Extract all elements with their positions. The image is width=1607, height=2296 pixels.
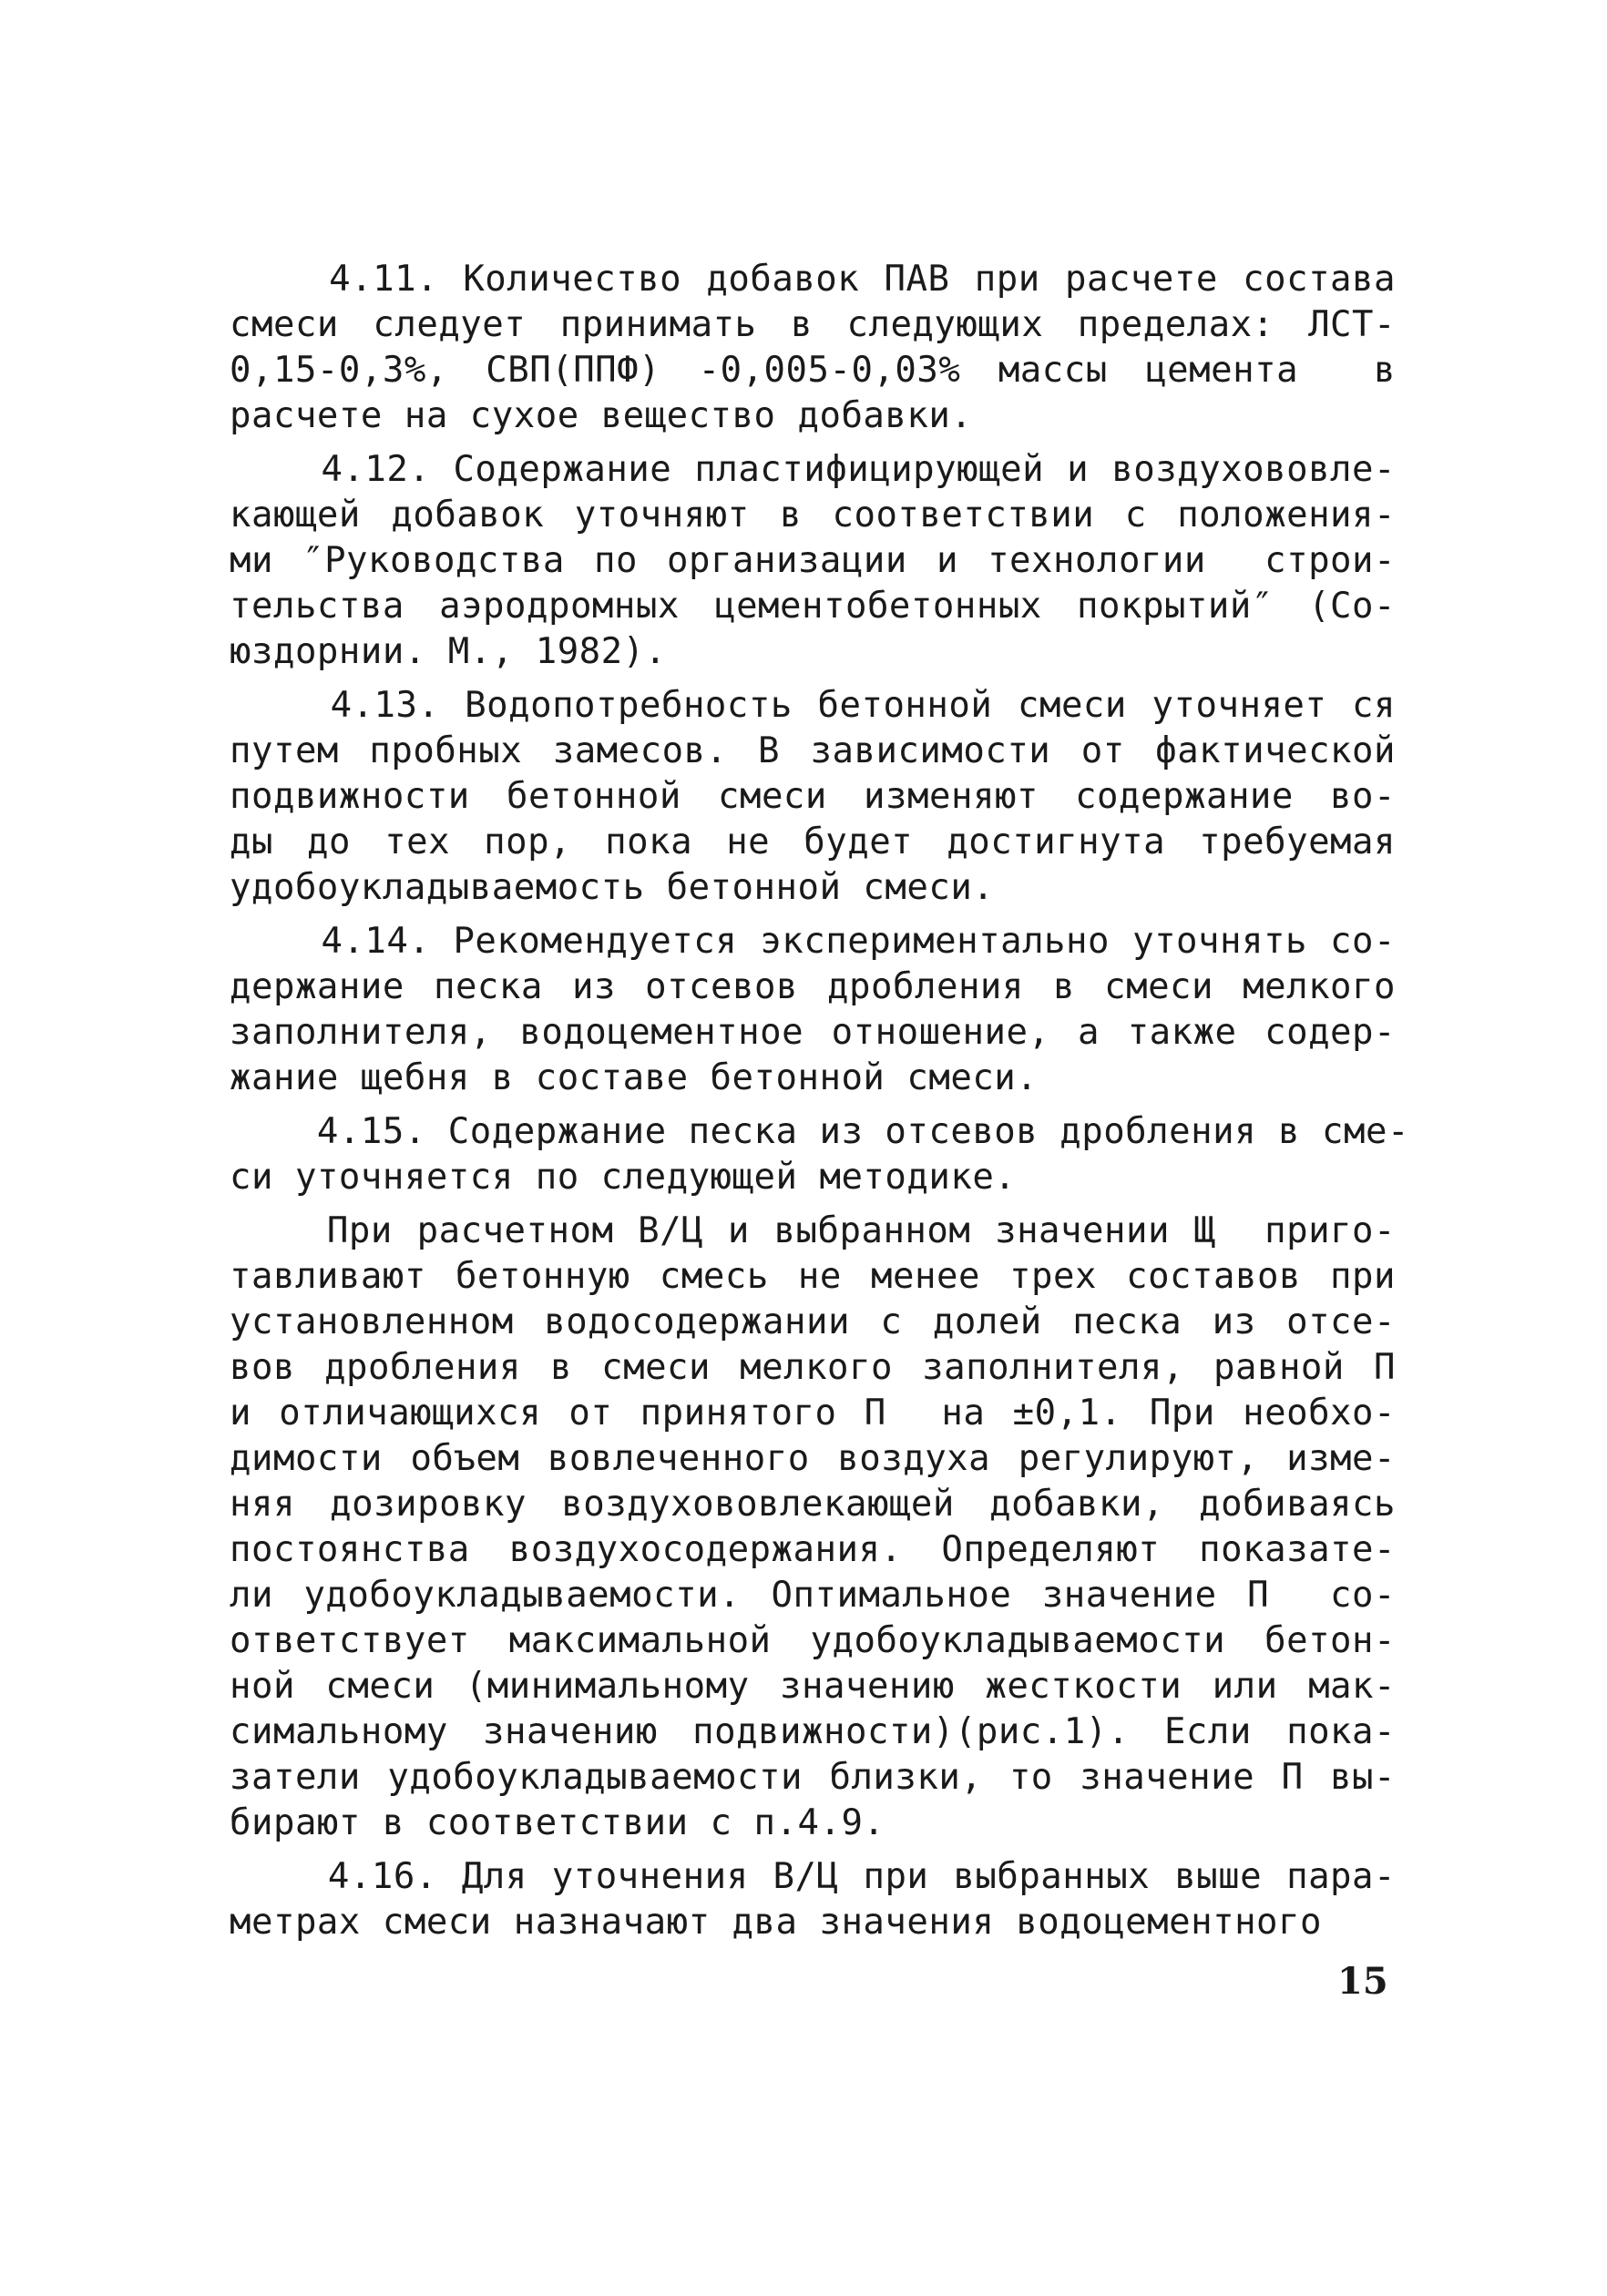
- text-line: си уточняется по следующей методике.: [230, 1157, 1017, 1198]
- text-line: тельства аэродромных цементобетонных покрытий″ (Со-: [230, 586, 1396, 627]
- text-line: метрах смеси назначают два значения водоцементного: [230, 1902, 1322, 1943]
- text-line: 4.12. Содержание пластифицирующей и воздухововле-: [230, 449, 1396, 490]
- text-line: ми ″Руководства по организации и технологии строи-: [230, 540, 1396, 581]
- text-line: вов дробления в смеси мелкого заполнителя, равной П: [230, 1347, 1396, 1388]
- text-line: путем пробных замесов. В зависимости от фактической: [230, 730, 1396, 771]
- text-line: заполнителя, водоцементное отношение, а также содер-: [230, 1012, 1396, 1053]
- paragraph-4-15: [230, 1109, 1409, 1200]
- text-line: юздорнии. М., 1982).: [230, 631, 667, 672]
- text-line: подвижности бетонной смеси изменяют содержание во-: [230, 776, 1396, 817]
- text-line: установленном водосодержании с долей песка из отсе-: [230, 1301, 1396, 1342]
- page-number: 15: [1337, 1960, 1388, 2003]
- text-line: 0,15-0,3%, СВП(ППФ) -0,005-0,03% массы цемента в: [230, 350, 1396, 391]
- paragraph-4-16: [230, 1854, 1396, 1945]
- paragraph-4-13: [230, 683, 1396, 911]
- paragraph-4-11: [230, 257, 1396, 439]
- paragraph-4-14: [230, 919, 1396, 1101]
- text-line: держание песка из отсевов дробления в смеси мелкого: [230, 966, 1396, 1007]
- text-line: няя дозировку воздухововлекающей добавки, добиваясь: [230, 1484, 1396, 1525]
- text-line: 4.15. Содержание песка из отсевов дробления в сме-: [230, 1111, 1409, 1152]
- paragraph-4-15-method: [230, 1209, 1396, 1846]
- text-line: удобоукладываемость бетонной смеси.: [230, 867, 995, 908]
- text-line: смеси следует принимать в следующих пределах: ЛСТ-: [230, 304, 1396, 345]
- text-line: ответствует максимальной удобоукладываемости бетон-: [230, 1620, 1396, 1661]
- text-line: 4.11. Количество добавок ПАВ при расчете состава: [230, 259, 1396, 300]
- text-line: ды до тех пор, пока не будет достигнута требуемая: [230, 821, 1396, 862]
- body-text: [230, 257, 1409, 1954]
- text-line: При расчетном В/Ц и выбранном значении Щ приго-: [230, 1210, 1396, 1251]
- text-line: 4.16. Для уточнения В/Ц при выбранных выше пара-: [230, 1856, 1396, 1897]
- text-line: кающей добавок уточняют в соответствии с положения-: [230, 495, 1396, 536]
- text-line: ли удобоукладываемости. Оптимальное значение П со-: [230, 1575, 1396, 1616]
- text-line: бирают в соответствии с п.4.9.: [230, 1802, 885, 1843]
- text-line: тавливают бетонную смесь не менее трех составов при: [230, 1256, 1396, 1297]
- paragraph-4-12: [230, 447, 1396, 675]
- text-line: 4.14. Рекомендуется экспериментально уточнять со-: [230, 921, 1396, 962]
- text-line: симальному значению подвижности)(рис.1). Если пока-: [230, 1711, 1396, 1752]
- text-line: жание щебня в составе бетонной смеси.: [230, 1057, 1039, 1098]
- text-line: и отличающихся от принятого П на ±0,1. При необхо-: [230, 1393, 1396, 1434]
- text-line: расчете на сухое вещество добавки.: [230, 395, 973, 436]
- text-line: димости объем вовлеченного воздуха регулируют, изме-: [230, 1438, 1396, 1479]
- text-line: затели удобоукладываемости близки, то значение П вы-: [230, 1757, 1396, 1798]
- text-line: постоянства воздухосодержания. Определяют показате-: [230, 1529, 1396, 1570]
- text-line: 4.13. Водопотребность бетонной смеси уточняет ся: [230, 685, 1396, 726]
- text-line: ной смеси (минимальному значению жесткости или мак-: [230, 1666, 1396, 1707]
